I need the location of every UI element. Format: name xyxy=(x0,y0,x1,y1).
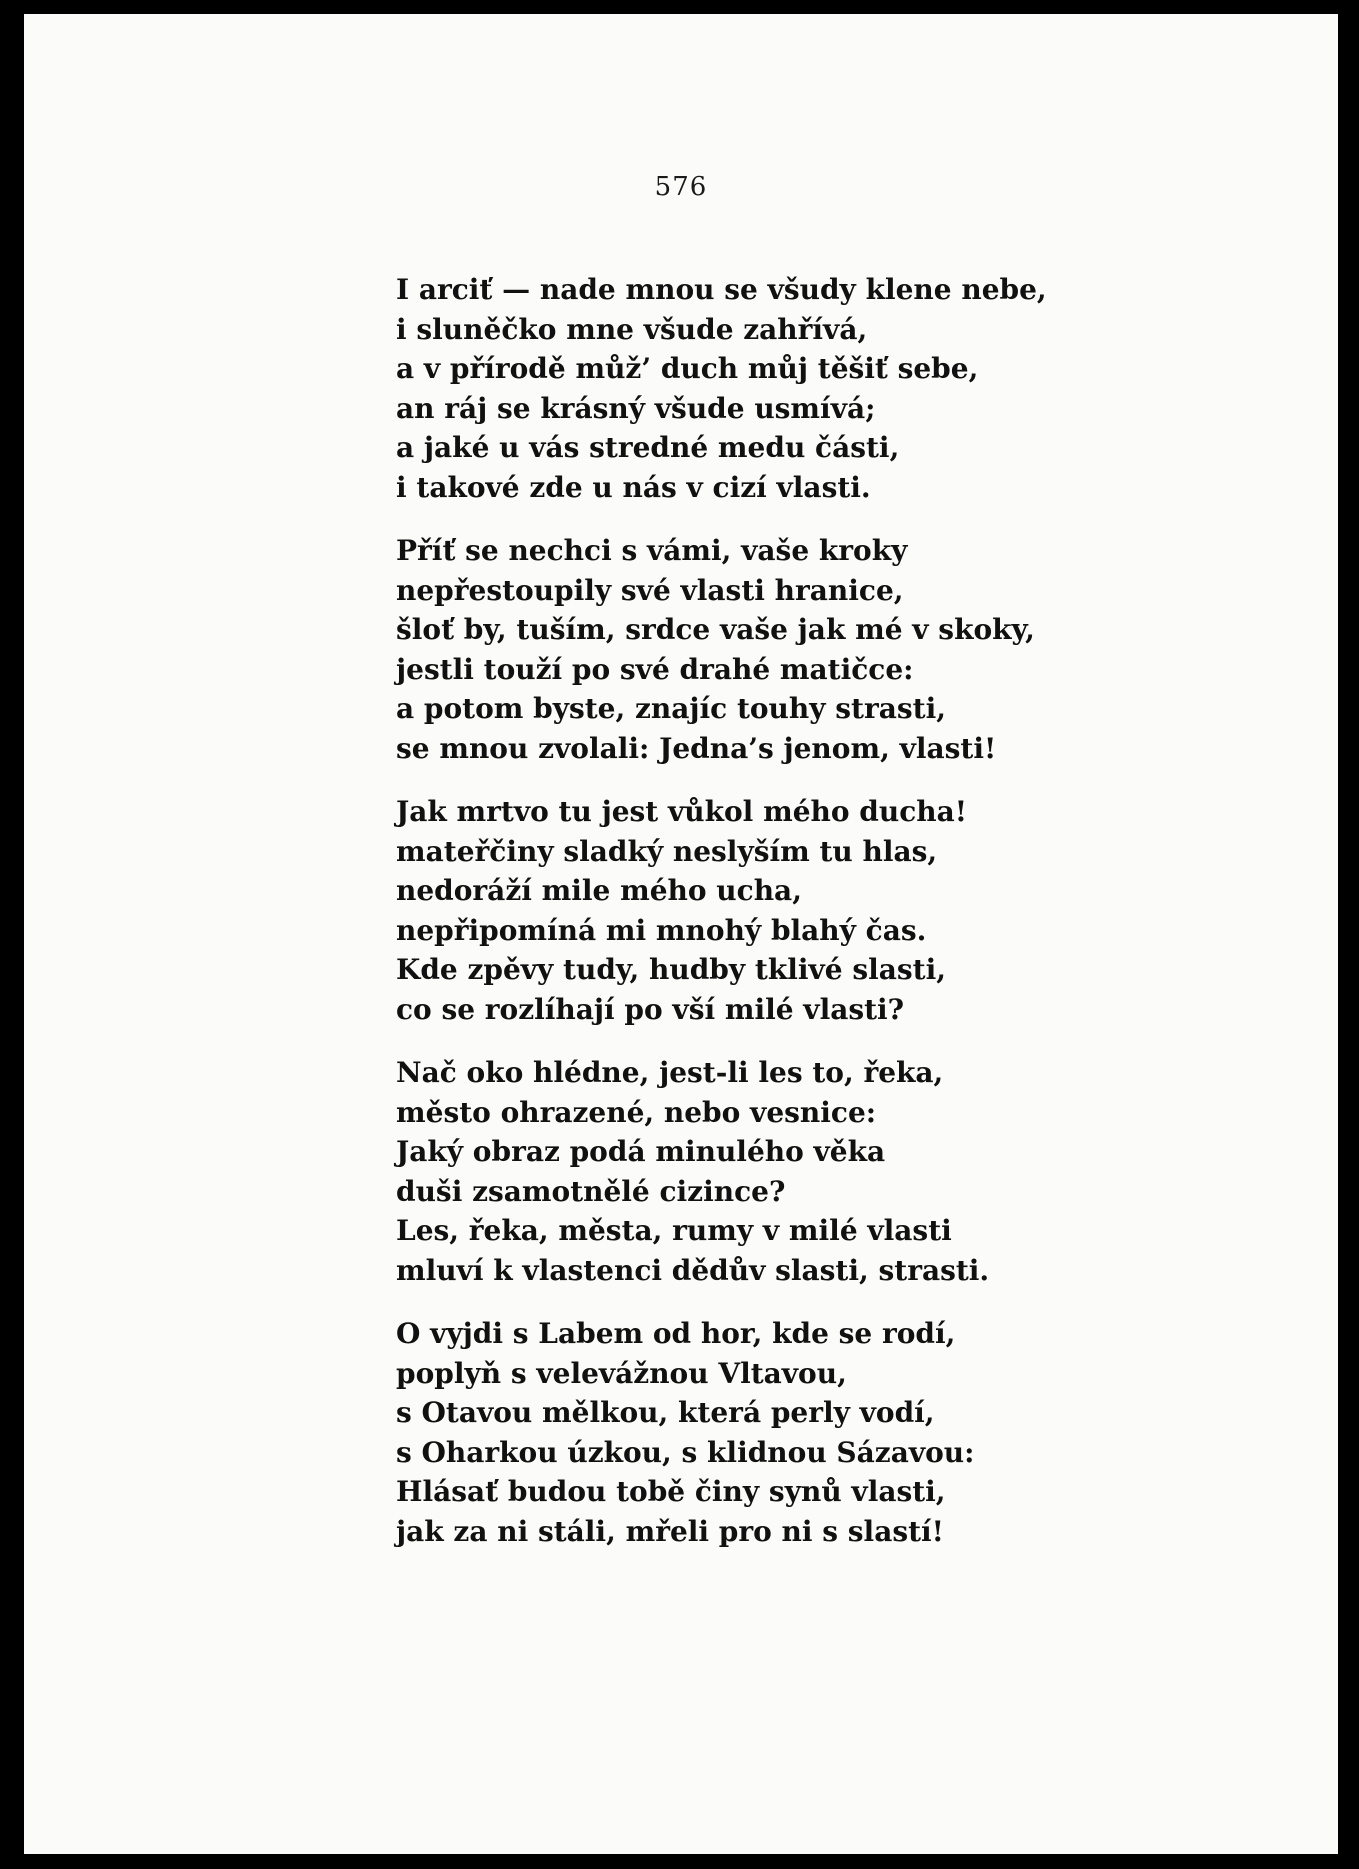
poem-line: nedoráží mile mého ucha, xyxy=(396,874,802,907)
poem-line: duši zsamotnělé cizince? xyxy=(396,1174,786,1208)
poem xyxy=(396,270,1156,1575)
stanza xyxy=(396,792,1156,1029)
poem-line: s Oharkou úzkou, s klidnou Sázavou: xyxy=(396,1435,975,1469)
poem-line: Kde zpěvy tudy, hudby tklivé slasti, xyxy=(396,953,946,986)
poem-line: jestli touží po své drahé matičce: xyxy=(396,652,914,686)
poem-line: mluví k vlastenci dědův slasti, strasti. xyxy=(396,1253,990,1287)
poem-line: poplyň s velevážnou Vltavou, xyxy=(396,1356,847,1390)
scanned-page xyxy=(24,14,1338,1854)
poem-line: Les, řeka, města, rumy v milé vlasti xyxy=(396,1214,952,1247)
poem-line: co se rozlíhají po vší milé vlasti? xyxy=(396,992,905,1026)
poem-line: a v přírodě můž’ duch můj těšiť sebe, xyxy=(396,352,979,385)
poem-line: O vyjdi s Labem od hor, kde se rodí, xyxy=(396,1317,956,1350)
poem-line: a potom byste, znajíc touhy strasti, xyxy=(396,692,946,725)
poem-line: I arciť — nade mnou se všudy klene nebe, xyxy=(396,273,1047,306)
stanza xyxy=(396,270,1156,507)
poem-line: a jaké u vás stredné medu části, xyxy=(396,431,900,464)
poem-line: šloť by, tuším, srdce vaše jak mé v skoky, xyxy=(396,613,1035,646)
poem-line: jak za ni stáli, mřeli pro ni s slastí! xyxy=(396,1514,944,1548)
page-number: 576 xyxy=(654,172,708,202)
poem-line: mateřčiny sladký neslyším tu hlas, xyxy=(396,834,938,868)
poem-line: i takové zde u nás v cizí vlasti. xyxy=(396,470,871,504)
poem-line: i sluněčko mne všude zahřívá, xyxy=(396,312,868,346)
poem-line: se mnou zvolali: Jedna’s jenom, vlasti! xyxy=(396,731,997,765)
poem-line: an ráj se krásný všude usmívá; xyxy=(396,391,876,425)
poem-line: Příť se nechci s vámi, vaše kroky xyxy=(396,534,908,567)
poem-line: Jaký obraz podá minulého věka xyxy=(396,1135,886,1168)
poem-line: Hlásať budou tobě činy synů vlasti, xyxy=(396,1475,946,1508)
stanza xyxy=(396,531,1156,768)
stanza xyxy=(396,1053,1156,1290)
poem-line: nepřestoupily své vlasti hranice, xyxy=(396,573,904,607)
poem-line: s Otavou mělkou, která perly vodí, xyxy=(396,1396,935,1429)
stanza xyxy=(396,1314,1156,1551)
poem-line: nepřipomíná mi mnohý blahý čas. xyxy=(396,913,927,947)
poem-line: Jak mrtvo tu jest vůkol mého ducha! xyxy=(396,795,968,828)
poem-line: město ohrazené, nebo vesnice: xyxy=(396,1095,877,1129)
poem-line: Nač oko hlédne, jest-li les to, řeka, xyxy=(396,1056,944,1089)
